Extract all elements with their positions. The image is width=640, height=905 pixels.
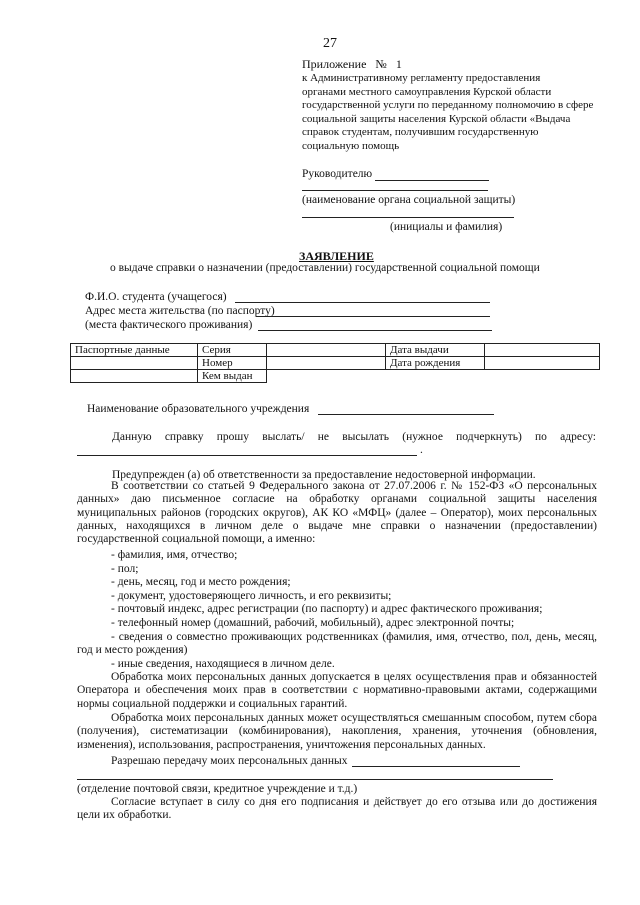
- passport-label: Паспортные данные: [71, 344, 198, 357]
- page-number: 27: [323, 36, 337, 51]
- passport-table: [70, 343, 600, 383]
- number-value: [267, 357, 386, 370]
- issued-by-value: [267, 370, 600, 383]
- org-caption: (наименование органа социальной защиты): [302, 194, 516, 206]
- passport-address-blank: [256, 316, 490, 317]
- issued-by-label: Кем выдан: [198, 370, 267, 383]
- list-item: - пол;: [111, 562, 139, 575]
- appendix-title: Приложение № 1: [302, 57, 402, 71]
- actual-address-label: (места фактического проживания): [85, 319, 253, 331]
- appendix-line: социальной защиты населения Курской области «Выдача: [302, 112, 571, 125]
- number-label: Номер: [198, 357, 267, 370]
- actual-address-blank: [258, 330, 492, 331]
- passport-address-label: Адрес места жительства (по паспорту): [85, 305, 275, 317]
- series-value: [267, 344, 386, 357]
- initials-caption: (инициалы и фамилия): [390, 221, 503, 233]
- list-item: - фамилия, имя, отчество;: [111, 549, 238, 561]
- issue-date-label: Дата выдачи: [386, 344, 485, 357]
- statement-subtitle: о выдаче справки о назначении (предоставлении) государственной социальной помощи: [110, 262, 540, 274]
- list-item: - документ, удостоверяющего личность, и его реквизиты;: [111, 589, 392, 602]
- list-item: - иные сведения, находящиеся в личном деле.: [111, 657, 335, 670]
- statement-title: ЗАЯВЛЕНИЕ: [299, 249, 374, 263]
- list-item: - телефонный номер (домашний, рабочий, мобильный), адрес электронной почты;: [111, 616, 515, 629]
- institution-blank: [318, 414, 494, 415]
- appendix-line: социальную помощь: [302, 139, 400, 152]
- send-address-blank: [77, 455, 417, 456]
- transfer-blank-2: [77, 779, 553, 780]
- appendix-line: государственной услуги по переданному полномочию в сфере: [302, 99, 594, 112]
- birth-date-label: Дата рождения: [386, 357, 485, 370]
- student-name-blank: [235, 302, 490, 303]
- student-name-label: Ф.И.О. студента (учащегося): [85, 291, 227, 303]
- org-blank: [302, 190, 488, 191]
- warning-text: Предупрежден (а) об ответственности за предоставление недостоверной информации.: [112, 469, 536, 481]
- head-blank: [375, 180, 489, 181]
- send-end-mark: .: [420, 444, 423, 456]
- transfer-blank: [352, 766, 520, 767]
- list-item: - почтовый индекс, адрес регистрации (по паспорту) и адрес фактического проживания;: [111, 603, 543, 616]
- method-paragraph: Обработка моих персональных данных может осуществляться смешанным способом, путем сбора (получения), систематизации (комбинирования), накопления, хранения, уточнения (обновления, изменения), использования, распространения, уничтожения персональных данных.: [77, 712, 597, 751]
- initials-blank: [302, 217, 514, 218]
- passport-empty: [71, 357, 198, 370]
- head-label: Руководителю: [302, 168, 373, 180]
- transfer-text: Разрешаю передачу моих персональных данных: [111, 755, 348, 767]
- validity-paragraph: Согласие вступает в силу со дня его подписания и действует до его отзыва или до достижения цели их обработки.: [77, 796, 597, 822]
- series-label: Серия: [198, 344, 267, 357]
- consent-paragraph: В соответствии со статьей 9 Федерального закона от 27.07.2006 г. № 152-ФЗ «О персональных данных» даю письменное согласие на обработку органами социальной защиты населения муниципальных районов (городских округов), АК КО «МФЦ» (далее – Оператор), моих персональных данных, находящихся в личном деле о выдаче мне справки о назначении (предоставлении) государственной социальной помощи, а именно:: [77, 480, 597, 546]
- appendix-line: справок студентам, получившим государственную: [302, 126, 539, 139]
- issue-date-value: [485, 344, 600, 357]
- appendix-text: [302, 72, 602, 154]
- purpose-paragraph: Обработка моих персональных данных допускается в целях осуществления прав и обязанностей Оператора и обеспечения моих прав в соответствии с нормативно-правовыми актами, содержащими нормы социальной поддержки и социальных гарантий.: [77, 671, 597, 710]
- institution-label: Наименование образовательного учреждения: [87, 403, 310, 415]
- send-request-text: Данную справку прошу выслать/ не высылать (нужное подчеркнуть) по адресу:: [112, 431, 596, 443]
- passport-empty: [71, 370, 198, 383]
- list-item: - сведения о совместно проживающих родственниках (фамилия, имя, отчество, пол, день, месяц, год и место рождения): [77, 630, 597, 657]
- appendix-line: органами местного самоуправления Курской области: [302, 85, 552, 98]
- data-items-list: [77, 549, 597, 671]
- appendix-line: к Административному регламенту предоставления: [302, 72, 541, 84]
- transfer-caption: (отделение почтовой связи, кредитное учреждение и т.д.): [77, 783, 358, 795]
- list-item: - день, месяц, год и место рождения;: [111, 576, 291, 589]
- birth-date-value: [485, 357, 600, 370]
